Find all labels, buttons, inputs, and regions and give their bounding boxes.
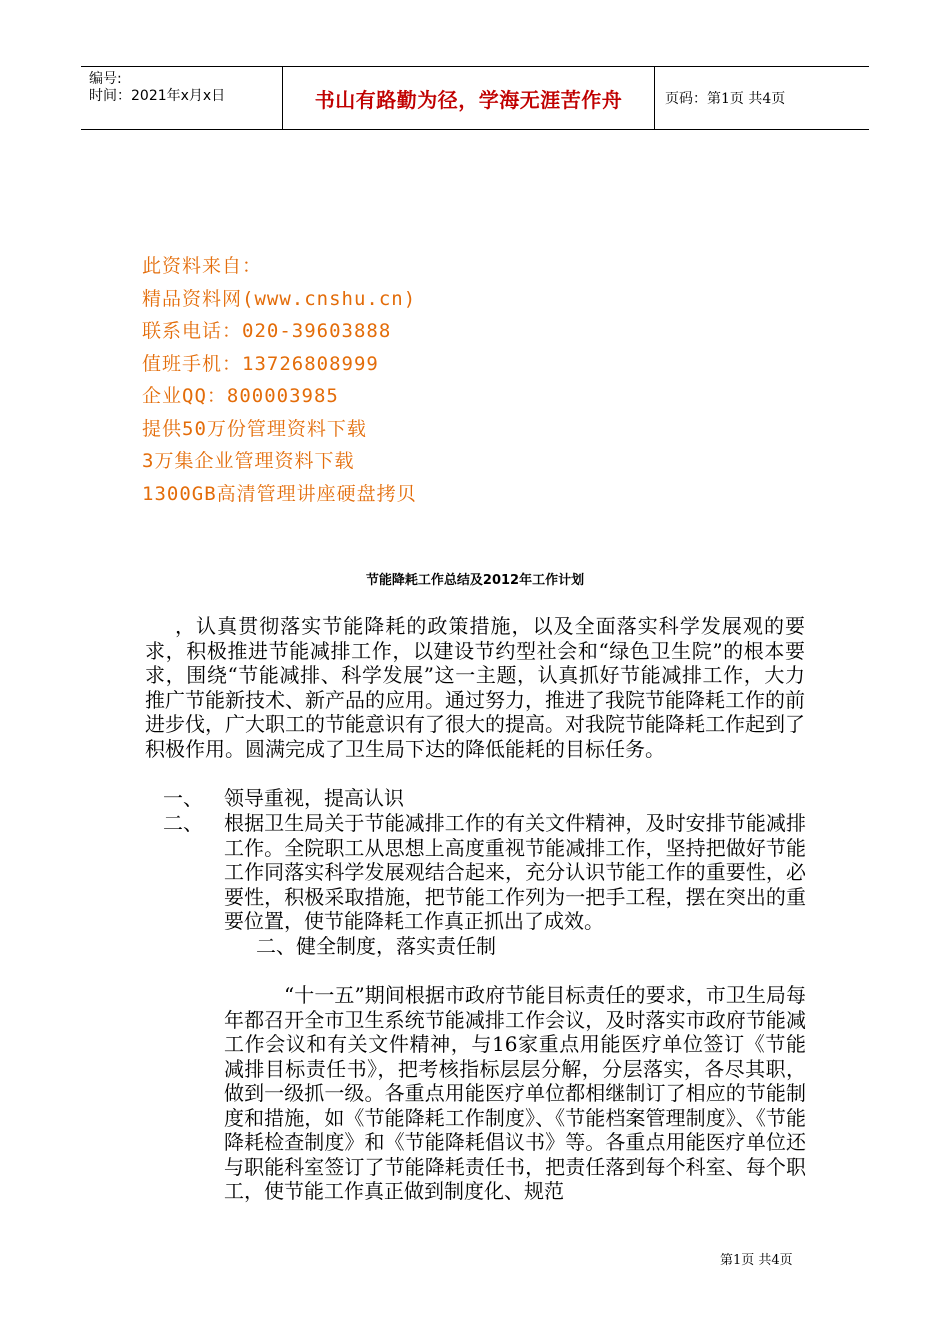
ad-line: 值班手机：13726808999 (142, 352, 379, 375)
ad-line: 联系电话：020-39603888 (142, 320, 392, 342)
time-label: 时间：2021年x月x日 (89, 88, 226, 104)
document-title: 节能降耗工作总结及2012年工作计划 (365, 573, 585, 588)
header-motto-cell (283, 67, 655, 129)
ad-line: 精品资料网(www.cnshu.cn) (142, 287, 417, 310)
item2-paragraph: 根据卫生局关于节能减排工作的有关文件精神，及时安排节能减排工作。全院职工从思想上高度重视节能减排工作，坚持把做好节能工作同落实科学发展观结合起来，充分认识节能工作的重要性，必要性，积极采取措施，把节能工作列为一把手工程，摆在突出的重要位置，使节能降耗工作真正抓出了成效。 (224, 811, 806, 933)
header-meta-cell (81, 67, 283, 129)
item1-number: 一、 (163, 786, 203, 810)
ad-line: 1300GB高清管理讲座硬盘拷贝 (142, 482, 417, 505)
ad-line: 企业QQ：800003985 (142, 385, 339, 407)
number-label: 编号: (89, 71, 122, 87)
intro-paragraph: ，认真贯彻落实节能降耗的政策措施，以及全面落实科学发展观的要求，积极推进节能减排工作，以建设节约型社会和“绿色卫生院”的根本要求，围绕“节能减排、科学发展”这一主题，认真抓好节能减排工作，大力推广节能新技术、新产品的应用。通过努力，推进了我院节能降耗工作的前进步伐，广大职工的节能意识有了很大的提高。对我院节能降耗工作起到了积极作用。圆满完成了卫生局下达的降低能耗的目标任务。 (145, 614, 805, 761)
header-page-cell (655, 67, 869, 129)
header-page-label: 页码：第1页 共4页 (665, 91, 786, 107)
item2-number: 二、 (163, 811, 203, 835)
page-header (81, 66, 869, 130)
footer-page-label: 第1页 共4页 (720, 1253, 793, 1268)
ad-line: 此资料来自： (142, 255, 263, 277)
ad-line: 3万集企业管理资料下载 (142, 450, 355, 472)
section2-paragraph: “十一五”期间根据市政府节能目标责任的要求，市卫生局每年都召开全市卫生系统节能减排工作会议，及时落实市政府节能减工作会议和有关文件精神，与16家重点用能医疗单位签订《节能减排目标责任书》，把考核指标层层分解，分层落实，各尽其职，做到一级抓一级。各重点用能医疗单位都相继制订了相应的节能制度和措施，如《节能降耗工作制度》、《节能档案管理制度》、《节能降耗检查制度》和《节能降耗倡议书》等。各重点用能医疗单位还与职能科室签订了节能降耗责任书，把责任落到每个科室、每个职工，使节能工作真正做到制度化、规范 (224, 983, 806, 1203)
motto: 书山有路勤为径，学海无涯苦作舟 (314, 87, 623, 112)
ad-line: 提供50万份管理资料下载 (142, 417, 367, 440)
item1-heading: 领导重视，提高认识 (224, 786, 404, 810)
ad-block (142, 250, 417, 510)
section2-heading: 二、健全制度，落实责任制 (256, 934, 496, 958)
